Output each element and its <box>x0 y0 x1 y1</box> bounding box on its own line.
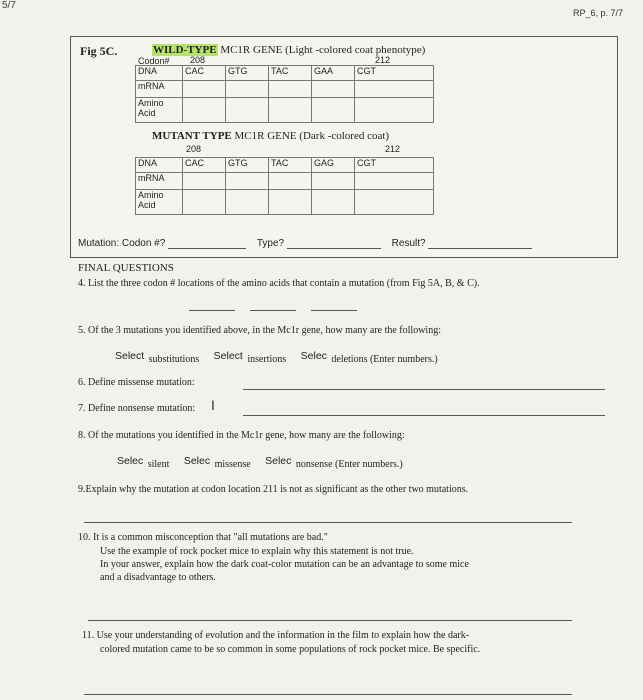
wild-type-bold: WILD-TYPE <box>153 44 217 56</box>
q8-label-missense: missense <box>214 459 251 470</box>
q8-select-missense[interactable]: Selec <box>183 455 211 467</box>
result-label: Result? <box>391 238 426 249</box>
table-row <box>136 173 434 190</box>
q4-answer-3[interactable] <box>311 310 357 311</box>
codon-label: Codon# <box>138 56 170 66</box>
cell <box>312 190 355 215</box>
q5-label-substitutions: substitutions <box>148 354 200 365</box>
q5-select-insertions[interactable]: Select <box>213 350 243 362</box>
table-row <box>136 66 434 81</box>
cell <box>269 173 312 190</box>
mutation-codon-input[interactable] <box>168 248 246 249</box>
cell <box>183 81 226 98</box>
cell <box>183 98 226 123</box>
q4-answer-1[interactable] <box>189 310 235 311</box>
cell <box>355 81 434 98</box>
question-11-line-2: colored mutation came to be so common in some populations of rock pocket mice. Be specific. <box>100 644 481 655</box>
cell <box>312 173 355 190</box>
type-label: Type? <box>256 238 285 249</box>
q8-select-row <box>117 451 403 469</box>
result-input[interactable] <box>428 248 532 249</box>
cell: GTG <box>226 66 269 81</box>
mutant-type-bold: MUTANT TYPE <box>152 130 232 142</box>
page-corner-text: 5/7 <box>2 0 16 11</box>
final-questions-heading: FINAL QUESTIONS <box>78 262 174 274</box>
q10-answer-line[interactable] <box>88 620 572 621</box>
question-7: 7. Define nonsense mutation: <box>78 403 196 414</box>
question-4: 4. List the three codon # locations of the amino acids that contain a mutation (from Fig 5A, B, & C). <box>78 278 480 289</box>
q5-label-deletions: deletions (Enter numbers.) <box>331 354 438 365</box>
q7-answer-line[interactable] <box>243 415 605 416</box>
question-5: 5. Of the 3 mutations you identified above, in the Mc1r gene, how many are the following: <box>78 325 441 336</box>
question-8: 8. Of the mutations you identified in the Mc1r gene, how many are the following: <box>78 430 405 441</box>
cell <box>226 190 269 215</box>
cell: CAC <box>183 158 226 173</box>
cell <box>269 81 312 98</box>
mutation-codon-label: Mutation: Codon #? <box>78 238 166 249</box>
cell <box>226 173 269 190</box>
cell: TAC <box>269 66 312 81</box>
q5-select-deletions[interactable]: Selec <box>300 350 327 362</box>
question-10-line-3: In your answer, explain how the dark coat-color mutation can be an advantage to some mice <box>100 559 469 570</box>
q8-select-silent[interactable]: Selec <box>117 455 144 467</box>
row-label-dna: DNA <box>136 158 183 173</box>
row-label-amino-acid: Amino Acid <box>136 98 183 123</box>
figure-label: Fig 5C. <box>80 44 118 58</box>
wild-type-table <box>135 65 434 123</box>
table-row <box>136 81 434 98</box>
q11-answer-line[interactable] <box>84 694 572 695</box>
table-row <box>136 190 434 215</box>
page-reference: RP_6, p. 7/7 <box>572 8 623 18</box>
table-row <box>136 98 434 123</box>
mutant-codon-start: 208 <box>186 144 202 154</box>
mutant-type-rest: MC1R GENE (Dark -colored coat) <box>234 130 390 142</box>
cell: CGT <box>355 66 434 81</box>
question-6: 6. Define missense mutation: <box>78 377 195 388</box>
cell <box>355 173 434 190</box>
mutant-type-title <box>152 130 389 142</box>
row-label-dna: DNA <box>136 66 183 81</box>
q9-answer-line[interactable] <box>84 522 572 523</box>
question-10-line-1: 10. It is a common misconception that "all mutations are bad." <box>78 532 328 543</box>
question-9: 9.Explain why the mutation at codon location 211 is not as significant as the other two mutations. <box>78 484 469 495</box>
q5-select-substitutions[interactable]: Select <box>115 350 145 362</box>
mutation-answer-line <box>78 238 532 249</box>
wild-codon-end: 212 <box>375 55 391 65</box>
cell: GTG <box>226 158 269 173</box>
cell <box>355 190 434 215</box>
cell <box>226 98 269 123</box>
row-label-mrna: mRNA <box>136 81 183 98</box>
q8-label-nonsense: nonsense (Enter numbers.) <box>295 459 403 470</box>
cell <box>312 98 355 123</box>
cell <box>269 98 312 123</box>
cell <box>312 81 355 98</box>
type-input[interactable] <box>287 248 381 249</box>
question-11-line-1: 11. Use your understanding of evolution and the information in the film to explain how the dark- <box>82 630 470 641</box>
row-label-amino-acid: Amino Acid <box>136 190 183 215</box>
cell <box>355 98 434 123</box>
cell: CGT <box>355 158 434 173</box>
cell: GAA <box>312 66 355 81</box>
q8-select-nonsense[interactable]: Selec <box>265 455 292 467</box>
wild-type-rest: MC1R GENE (Light -colored coat phenotype) <box>220 44 426 56</box>
q8-label-silent: silent <box>147 459 170 470</box>
row-label-mrna: mRNA <box>136 173 183 190</box>
cell <box>226 81 269 98</box>
q5-label-insertions: insertions <box>247 354 287 365</box>
mutant-type-table <box>135 157 434 215</box>
cell: CAC <box>183 66 226 81</box>
table-row <box>136 158 434 173</box>
question-10-line-4: and a disadvantage to others. <box>100 572 216 583</box>
wild-codon-start: 208 <box>190 55 206 65</box>
cell <box>269 190 312 215</box>
mutant-codon-end: 212 <box>385 144 401 154</box>
q4-answer-2[interactable] <box>250 310 296 311</box>
text-cursor-icon: I <box>211 397 215 413</box>
cell <box>183 190 226 215</box>
cell: GAG <box>312 158 355 173</box>
question-10-line-2: Use the example of rock pocket mice to explain why this statement is not true. <box>100 546 414 557</box>
cell: TAC <box>269 158 312 173</box>
q6-answer-line[interactable] <box>243 389 605 390</box>
q5-select-row <box>115 346 438 364</box>
cell <box>183 173 226 190</box>
